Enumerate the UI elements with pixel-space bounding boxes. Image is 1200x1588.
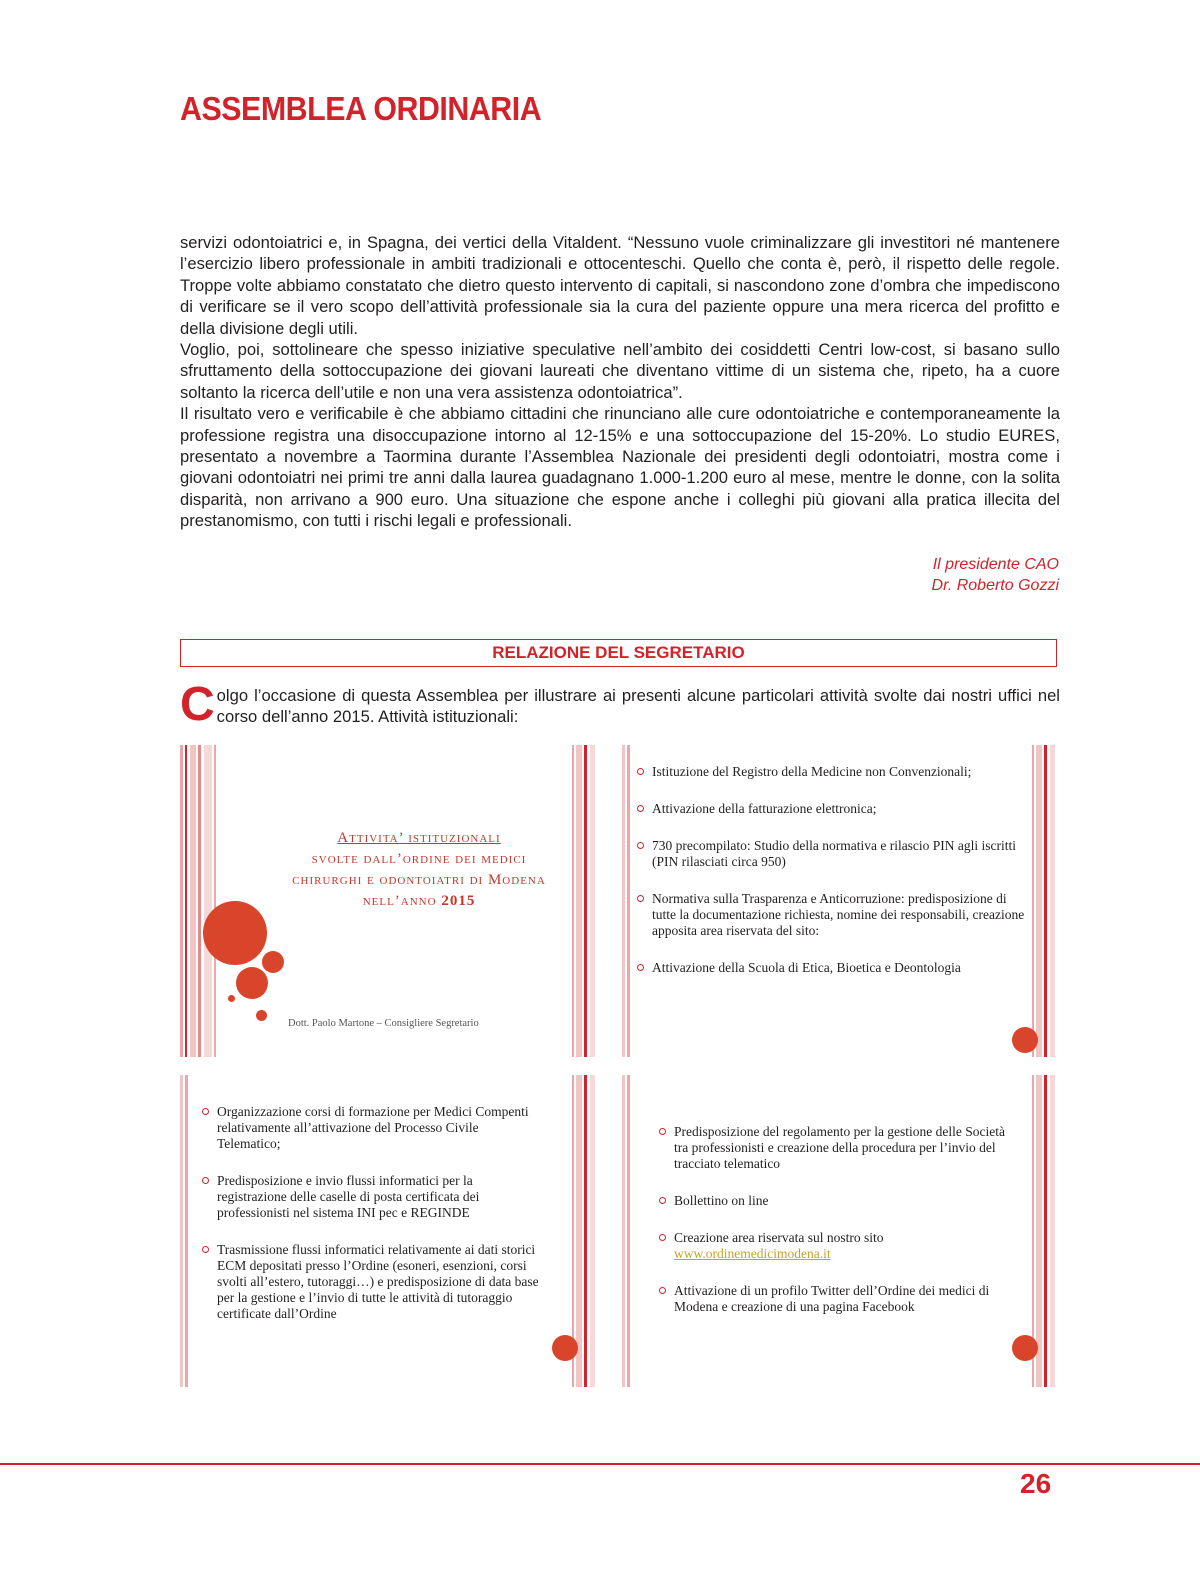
section-heading: RELAZIONE DEL SEGRETARIO: [180, 639, 1057, 667]
decor-circle: [203, 901, 267, 965]
paragraph: Il risultato vero e verificabile è che abbiamo cittadini che rinunciano alle cure odontoiatriche e contemporaneamente la professione registra una disoccupazione intorno al 12-15% e una sottoccupazione del 15-20%. Lo studio EURES, presentato a novembre a Taormina durante l’Assemblea Nazionale dei presidenti degli odontoiatri, mostra come i giovani odontoiatri nei primi tre anni dalla laurea guadagnano 1.000-1.200 euro al mese, mentre le donne, con la solita disparità, non arrivano a 900 euro. Una situazione che espone anche i colleghi più giovani alla pratica illecita del prestanomismo, con tutti i rischi legali e professionali.: [180, 404, 1060, 531]
decor-circle: [1012, 1335, 1038, 1361]
slide-author: Dott. Paolo Martone – Consigliere Segretario: [288, 1018, 479, 1029]
list-item: Bollettino on line: [659, 1193, 1019, 1209]
page-number: 26: [1020, 1468, 1052, 1499]
decor-circle: [236, 967, 268, 999]
list-item-text: Creazione area riservata sul nostro sito: [674, 1230, 884, 1245]
list-item: Attivazione della fatturazione elettronica;: [637, 801, 1029, 817]
body-text: [180, 232, 1060, 532]
slide-title-body: svolte dall’ordine dei medici chirurghi e odontoiatri di Modena nell’anno: [292, 851, 546, 909]
list-item: Predisposizione e invio flussi informatici per la registrazione delle caselle di posta certificata dei professionisti nel sistema INI pec e REGINDE: [202, 1173, 542, 1221]
decor-circle: [256, 1010, 267, 1021]
decor-circle: [262, 951, 284, 973]
footer-rule: [0, 1463, 1200, 1465]
slide-title-year: 2015: [441, 893, 476, 909]
list-item: Trasmissione flussi informatici relativamente ai dati storici ECM depositati presso l’Ordine (esoneri, esenzioni, corsi svolti all’estero, tutoraggi…) e predisposizione di data base per la gestione e l’invio di tutte le attività di tutoraggio certificate dall’Ordine: [202, 1242, 542, 1322]
website-link[interactable]: www.ordinemedicimodena.it: [674, 1246, 831, 1261]
page-title: ASSEMBLEA ORDINARIA: [180, 90, 542, 127]
signature: [932, 554, 1059, 596]
intro-text: olgo l’occasione di questa Assemblea per illustrare ai presenti alcune particolari attività svolte dai nostri uffici nel corso dell’anno 2015. Attività istituzionali:: [216, 686, 1060, 726]
decor-circle: [1012, 1027, 1038, 1053]
slide-title: [290, 828, 548, 912]
drop-cap: C: [180, 678, 215, 731]
signature-role: Il presidente CAO: [932, 556, 1059, 573]
list-item: [659, 1230, 1019, 1262]
decor-circle: [228, 995, 235, 1002]
list-item: Attivazione di un profilo Twitter dell’Ordine dei medici di Modena e creazione di una pagina Facebook: [659, 1283, 1019, 1315]
intro-paragraph: [180, 678, 1060, 731]
list-item: Normativa sulla Trasparenza e Anticorruzione: predisposizione di tutte la documentazione richiesta, nomine dei responsabili, creazione apposita area riservata del sito:: [637, 891, 1029, 939]
paragraph: Voglio, poi, sottolineare che spesso iniziative speculative nell’ambito dei cosiddetti Centri low-cost, si basano sullo sfruttamento della sottoccupazione dei giovani laureati che diventano vittime di un sistema che, ripeto, ha a cuore soltanto la ricerca dell’utile e non una vera assistenza odontoiatrica”.: [180, 340, 1060, 402]
list-item: Istituzione del Registro della Medicine non Convenzionali;: [637, 764, 1029, 780]
list-item: Organizzazione corsi di formazione per Medici Compenti relativamente all’attivazione del Processo Civile Telematico;: [202, 1104, 542, 1152]
decor-circle: [552, 1335, 578, 1361]
list-item: 730 precompilato: Studio della normativa e rilascio PIN agli iscritti (PIN rilasciati circa 950): [637, 838, 1029, 870]
list-item: Predisposizione del regolamento per la gestione delle Società tra professionisti e creazione della procedura per l’invio del tracciato telematico: [659, 1124, 1019, 1172]
slide-bullet-list: [202, 1104, 542, 1343]
slide-bullet-list: [659, 1124, 1019, 1336]
slide-title-line1: Attivita’ istituzionali: [337, 830, 501, 846]
slide-bullet-list: [637, 764, 1029, 997]
list-item: Attivazione della Scuola di Etica, Bioetica e Deontologia: [637, 960, 1029, 976]
signature-name: Dr. Roberto Gozzi: [931, 577, 1059, 594]
paragraph: servizi odontoiatrici e, in Spagna, dei vertici della Vitaldent. “Nessuno vuole criminalizzare gli investitori né mantenere l’esercizio libero professionale in ambiti tradizionali e ottocenteschi. Quello che conta è, però, il rispetto delle regole. Troppe volte abbiamo constatato che dietro questo intervento di capitali, si nascondono zone d’ombra che impediscono di verificare se il vero scopo dell’attività professionale sia la cura del paziente oppure una mera ricerca del profitto e della divisione degli utili.: [180, 233, 1060, 338]
